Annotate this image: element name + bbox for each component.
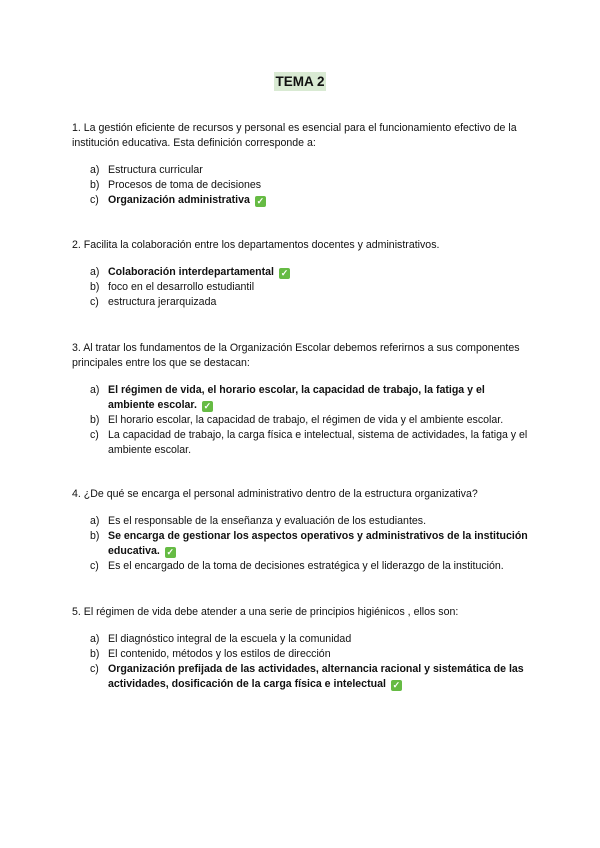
options-list [72,163,532,208]
option-text: La capacidad de trabajo, la carga física e intelectual, sistema de actividades, la fatiga y el ambiente escolar. [108,429,528,456]
question-text: 3. Al tratar los fundamentos de la Organización Escolar debemos referirnos a sus componentes principales entre los que se destacan: [72,342,520,369]
option-a-correct [72,265,532,280]
option-letter: c) [90,663,99,675]
options-list [72,514,532,574]
option-letter: c) [90,194,99,206]
question-1 [72,121,532,208]
document-title: TEMA 2 [275,74,325,89]
option-text: Se encarga de gestionar los aspectos operativos y administrativos de la institución educativa. [108,530,528,557]
title-container [0,72,600,91]
option-c-correct [72,662,532,692]
question-text: 2. Facilita la colaboración entre los departamentos docentes y administrativos. [72,239,440,251]
option-text: Colaboración interdepartamental [108,266,275,278]
option-a [72,163,532,178]
check-mark-icon: ✓ [256,196,265,206]
question-5 [72,605,532,692]
option-letter: b) [90,530,100,542]
option-text: El contenido, métodos y los estilos de dirección [108,648,331,660]
question-text: 1. La gestión eficiente de recursos y personal es esencial para el funcionamiento efectivo de la institución educativa. Esta definición corresponde a: [72,122,517,149]
option-text: Organización administrativa [108,194,250,206]
option-letter: a) [90,266,100,278]
check-mark-icon: ✓ [392,680,401,690]
option-text: El diagnóstico integral de la escuela y la comunidad [108,633,352,645]
question-text: 5. El régimen de vida debe atender a una serie de principios higiénicos , ellos son: [72,606,459,618]
option-text: estructura jerarquizada [108,296,217,308]
option-c [72,559,532,574]
option-letter: b) [90,281,100,293]
question-3 [72,341,532,458]
option-c [72,295,532,310]
option-c-correct [72,193,532,208]
option-text: foco en el desarrollo estudiantil [108,281,255,293]
option-letter: c) [90,296,99,308]
option-letter: b) [90,414,100,426]
options-list [72,383,532,458]
option-letter: a) [90,515,100,527]
options-list [72,265,532,310]
option-text: Es el responsable de la enseñanza y evaluación de los estudiantes. [108,515,427,527]
option-a [72,632,532,647]
option-letter: a) [90,164,100,176]
option-b [72,280,532,295]
check-mark-icon: ✓ [280,268,289,278]
option-text: El horario escolar, la capacidad de trabajo, el régimen de vida y el ambiente escolar. [108,414,504,426]
option-a [72,514,532,529]
option-letter: a) [90,633,100,645]
option-b-correct [72,529,532,559]
option-letter: c) [90,560,99,572]
options-list [72,632,532,692]
option-letter: b) [90,648,100,660]
option-text: Procesos de toma de decisiones [108,179,262,191]
option-letter: a) [90,384,100,396]
option-a-correct [72,383,532,413]
question-2 [72,238,532,310]
option-b [72,178,532,193]
question-4 [72,487,532,574]
option-letter: c) [90,429,99,441]
option-text: Organización prefijada de las actividades, alternancia racional y sistemática de las actividades, dosificación de la carga física e intelectual [108,663,524,690]
option-text: El régimen de vida, el horario escolar, la capacidad de trabajo, la fatiga y el ambiente escolar. [108,384,485,411]
check-mark-icon: ✓ [166,547,175,557]
option-b [72,413,532,428]
option-text: Es el encargado de la toma de decisiones estratégica y el liderazgo de la institución. [108,560,504,572]
option-text: Estructura curricular [108,164,203,176]
option-letter: b) [90,179,100,191]
question-text: 4. ¿De qué se encarga el personal administrativo dentro de la estructura organizativa? [72,488,478,500]
option-b [72,647,532,662]
check-mark-icon: ✓ [203,401,212,411]
option-c [72,428,532,458]
